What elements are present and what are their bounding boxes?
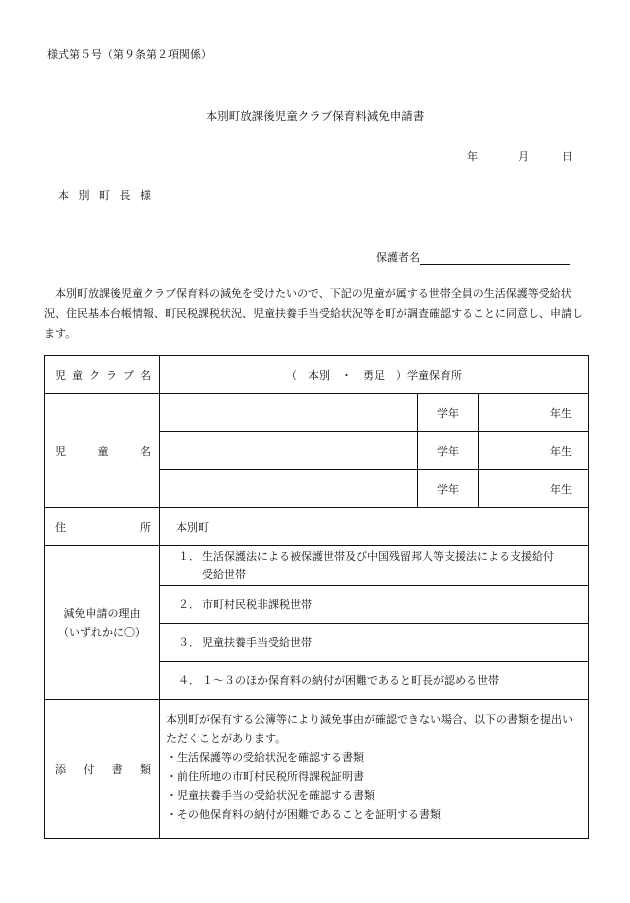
reason-label: [45, 546, 160, 700]
guardian-field: [376, 249, 570, 265]
attachments-intro: 本別町が保有する公簿等により減免事由が確認できない場合、以下の書類を提出いただくことがあります。: [166, 713, 573, 745]
reason-number: ３．: [178, 635, 200, 649]
attachment-item: ・児童扶養手当の受給状況を確認する書類: [166, 789, 375, 802]
club-label-char: ラ: [106, 368, 117, 382]
reason-row: [45, 546, 589, 586]
year-label: 年: [467, 150, 478, 163]
day-label: 日: [562, 150, 573, 163]
attach-label-char: 書: [111, 763, 123, 776]
guardian-name-line[interactable]: [420, 252, 570, 265]
child-row: [45, 394, 589, 432]
club-label-char: 童: [72, 368, 83, 382]
reason-label-note: （いずれかに〇）: [58, 625, 146, 639]
reason-text: 市町村民税非課税世帯: [202, 597, 312, 611]
reason-option-4[interactable]: [160, 662, 589, 700]
club-row: [45, 356, 589, 394]
year-grade-field[interactable]: 年生: [479, 470, 589, 508]
child-name-field[interactable]: [160, 432, 418, 470]
attachments-label: [45, 700, 160, 839]
reason-text-continued: 受給世帯: [202, 567, 246, 581]
reason-text: 児童扶養手当受給世帯: [202, 635, 312, 649]
child-label-char: 童: [97, 444, 109, 458]
consent-statement: 本別町放課後児童クラブ保育料の減免を受けたいので、下記の児童が属する世帯全員の生活保護等受給状況、住民基本台帳情報、町民税課税状況、児童扶養手当受給状況等を町が調査確認することに同意し、申請します。: [44, 287, 583, 340]
reason-option-1[interactable]: [160, 546, 589, 586]
reason-label-main: 減免申請の理由: [63, 606, 141, 620]
reason-number: ２．: [178, 597, 200, 611]
year-grade-field[interactable]: 年生: [479, 394, 589, 432]
attachments-row: [45, 700, 589, 839]
address-label-char: 住: [55, 520, 66, 534]
grade-label: 学年: [418, 432, 479, 470]
reason-option-3[interactable]: [160, 624, 589, 662]
club-value[interactable]: （ 本別 ・ 勇足 ）学童保育所: [160, 356, 589, 394]
application-table: [44, 355, 589, 839]
address-value[interactable]: 本別町: [160, 508, 589, 546]
guardian-label: 保護者名: [376, 251, 420, 264]
reason-text: １～３のほか保育料の納付が困難であると町長が認める世帯: [202, 673, 499, 687]
club-label-char: ブ: [123, 368, 134, 382]
club-label-char: ク: [89, 368, 100, 382]
attach-label-char: 添: [55, 763, 66, 776]
child-label-char: 児: [55, 444, 66, 458]
attach-label-char: 類: [139, 763, 151, 776]
address-label-char: 所: [140, 520, 151, 534]
child-name-field[interactable]: [160, 470, 418, 508]
reason-option-2[interactable]: [160, 586, 589, 624]
address-label: [45, 508, 160, 546]
attachments-content: [160, 700, 589, 839]
addressee: 本別町長様: [58, 189, 161, 202]
month-label: 月: [518, 150, 529, 163]
child-label-char: 名: [140, 444, 151, 458]
reason-number: ４．: [178, 673, 200, 687]
club-label: [45, 356, 160, 394]
attachment-item: ・その他保育料の納付が困難であることを証明する書類: [166, 808, 441, 821]
document-title: 本別町放課後児童クラブ保育料減免申請書: [205, 109, 425, 123]
child-name-field[interactable]: [160, 394, 418, 432]
attachment-item: ・前住所地の市町村民税所得課税証明書: [166, 770, 364, 783]
form-number-label: 様式第５号（第９条第２項関係）: [47, 48, 212, 61]
reason-text: 生活保護法による被保護世帯及び中国残留邦人等支援法による支援給付: [202, 549, 554, 563]
attach-label-char: 付: [83, 763, 95, 776]
reason-number: １．: [178, 549, 200, 563]
year-grade-field[interactable]: 年生: [479, 432, 589, 470]
club-label-char: 児: [55, 368, 66, 382]
grade-label: 学年: [418, 394, 479, 432]
attachment-item: ・生活保護等の受給状況を確認する書類: [166, 751, 364, 764]
address-row: [45, 508, 589, 546]
date-line: [467, 148, 573, 164]
child-name-label: [45, 394, 160, 508]
grade-label: 学年: [418, 470, 479, 508]
club-label-char: 名: [140, 368, 151, 382]
